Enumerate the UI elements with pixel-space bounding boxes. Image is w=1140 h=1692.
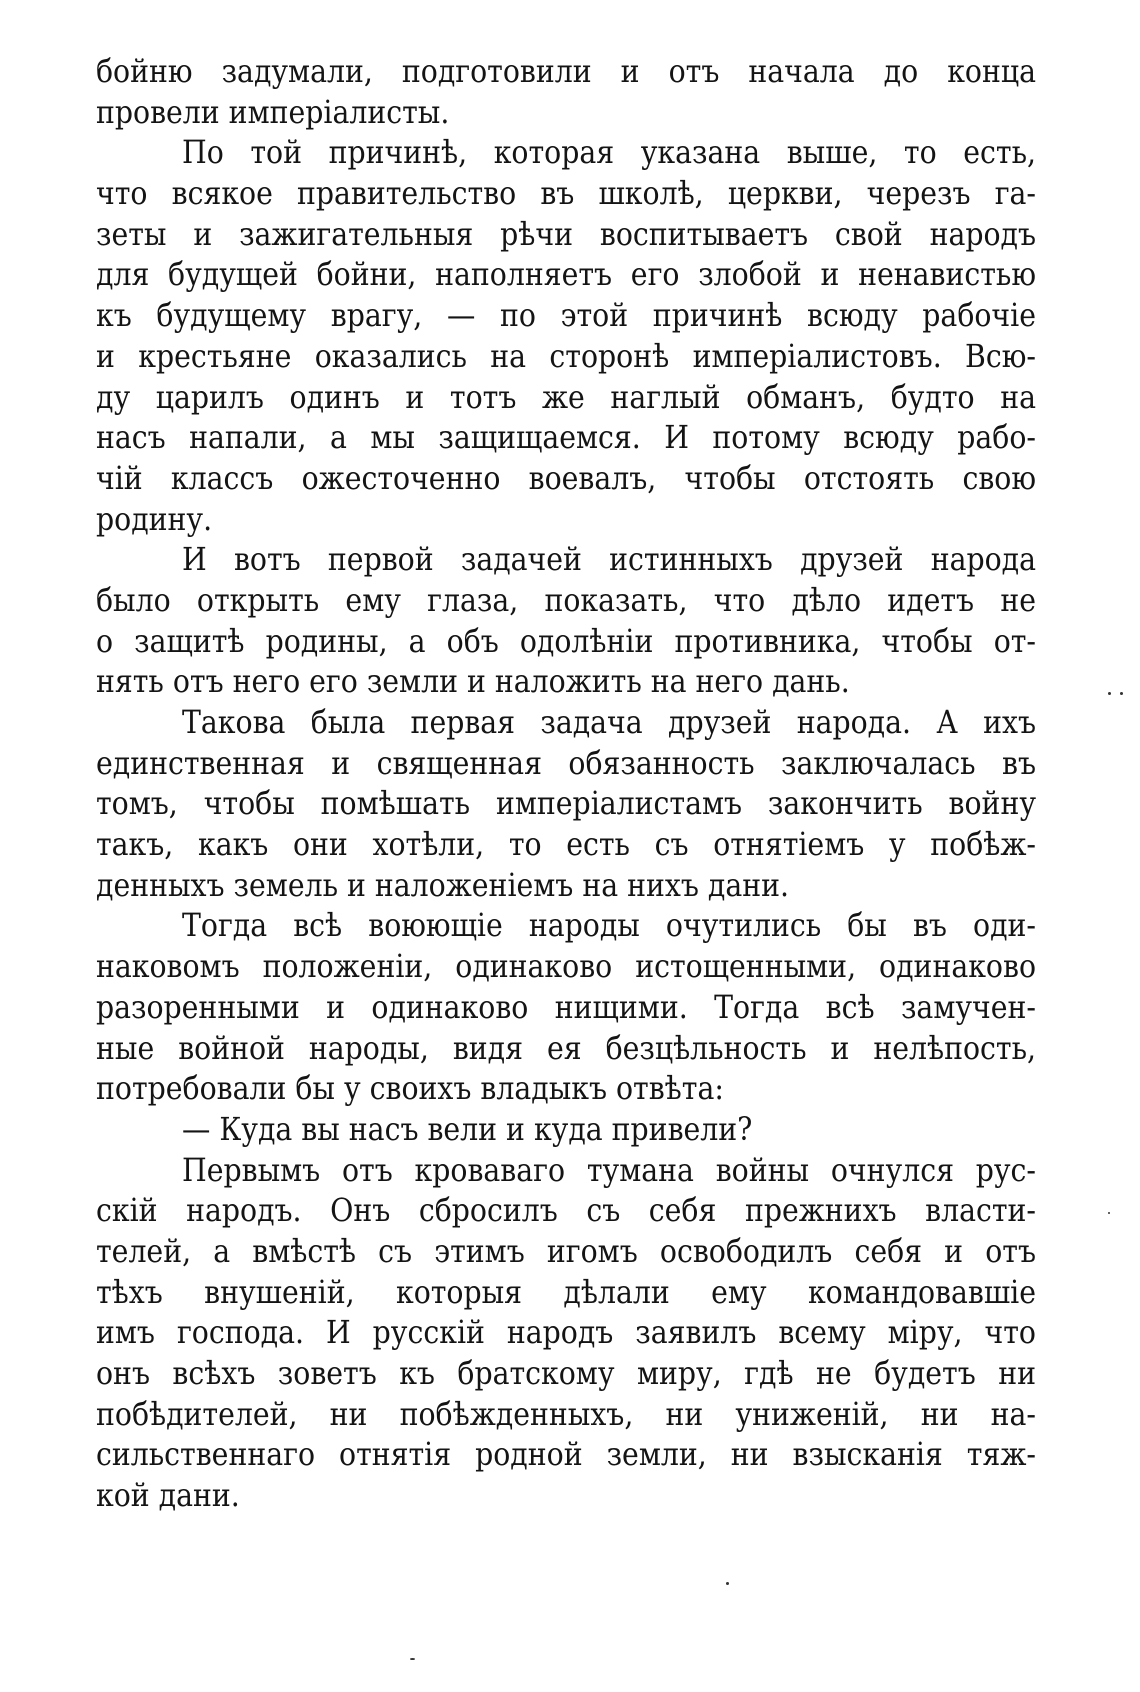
text-line: потребовали бы у своихъ владыкъ отвѣта:	[96, 1071, 724, 1108]
paragraph	[96, 1110, 1036, 1151]
text-line: насъ напали, а мы защищаемся. И потому всюду рабо-	[96, 420, 1036, 457]
text-line: телей, а вмѣстѣ съ этимъ игомъ освободилъ себя и отъ	[96, 1233, 1036, 1270]
text-line: зеты и зажигательныя рѣчи воспитываетъ свой народъ	[96, 216, 1036, 253]
scan-speck	[1120, 692, 1123, 695]
paragraph	[96, 906, 1036, 1109]
text-line: побѣдителей, ни побѣжденныхъ, ни униженій, ни на-	[96, 1396, 1036, 1433]
text-line: Первымъ отъ кроваваго тумана войны очнулся рус-	[182, 1152, 1036, 1189]
text-line: единственная и священная обязанность заключалась въ	[96, 745, 1036, 782]
text-line: онъ всѣхъ зоветъ къ братскому миру, гдѣ не будетъ ни	[96, 1356, 1036, 1392]
text-line: — Куда вы насъ вели и куда привели?	[182, 1111, 753, 1148]
text-line: такъ, какъ они хотѣли, то есть съ отнятіемъ у побѣж-	[96, 827, 1036, 864]
text-line: чій классъ ожесточенно воевалъ, чтобы отстоять свою	[96, 460, 1036, 497]
paragraph	[96, 133, 1036, 540]
text-line: провели имперіалисты.	[96, 94, 450, 131]
text-line: что всякое правительство въ школѣ, церкви, черезъ га-	[96, 176, 1036, 213]
text-line: И вотъ первой задачей истинныхъ друзей народа	[182, 542, 1036, 579]
paragraph	[96, 703, 1036, 906]
text-line: разоренными и одинаково нищими. Тогда всѣ замучен-	[96, 989, 1036, 1026]
scan-speck	[1108, 1212, 1110, 1214]
text-line: скій народъ. Онъ сбросилъ съ себя прежнихъ власти-	[96, 1193, 1036, 1230]
scan-speck	[410, 1658, 415, 1660]
text-line: По той причинѣ, которая указана выше, то есть,	[182, 135, 1036, 172]
text-line: сильственнаго отнятія родной земли, ни взысканія тяж-	[96, 1437, 1036, 1474]
text-line: нять отъ него его земли и наложить на него дань.	[96, 664, 850, 701]
scan-speck	[726, 1582, 729, 1585]
text-line: и крестьяне оказались на сторонѣ имперіалистовъ. Всю-	[96, 338, 1036, 375]
text-line: къ будущему врагу, — по этой причинѣ всюду рабочіе	[96, 298, 1036, 335]
text-line: о защитѣ родины, а объ одолѣніи противника, чтобы от-	[96, 623, 1036, 660]
scan-speck	[1108, 692, 1111, 695]
text-line: ные войной народы, видя ея безцѣльность и нелѣпость,	[96, 1030, 1036, 1067]
text-line: наковомъ положеніи, одинаково истощенными, одинаково	[96, 949, 1036, 986]
text-line: родину.	[96, 501, 213, 538]
text-line: ду царилъ одинъ и тотъ же наглый обманъ, будто на	[96, 379, 1036, 416]
text-line: томъ, чтобы помѣшать имперіалистамъ закончить войну	[96, 786, 1036, 823]
paragraph	[96, 52, 1036, 133]
text-line: кой дани.	[96, 1478, 240, 1515]
document-page	[96, 52, 1036, 1517]
text-line: бойню задумали, подготовили и отъ начала до конца	[96, 54, 1036, 90]
text-line: имъ господа. И русскій народъ заявилъ всему міру, что	[96, 1315, 1036, 1352]
text-line: Тогда всѣ воюющіе народы очутились бы въ оди-	[182, 908, 1036, 945]
paragraph	[96, 540, 1036, 703]
text-line: было открыть ему глаза, показать, что дѣло идетъ не	[96, 582, 1036, 619]
paragraph	[96, 1151, 1036, 1517]
text-line: денныхъ земель и наложеніемъ на нихъ дани.	[96, 867, 789, 904]
text-line: для будущей бойни, наполняетъ его злобой и ненавистью	[96, 257, 1036, 294]
text-line: тѣхъ внушеній, которыя дѣлали ему командовавшіе	[96, 1274, 1036, 1311]
text-line: Такова была первая задача друзей народа. А ихъ	[182, 705, 1036, 741]
